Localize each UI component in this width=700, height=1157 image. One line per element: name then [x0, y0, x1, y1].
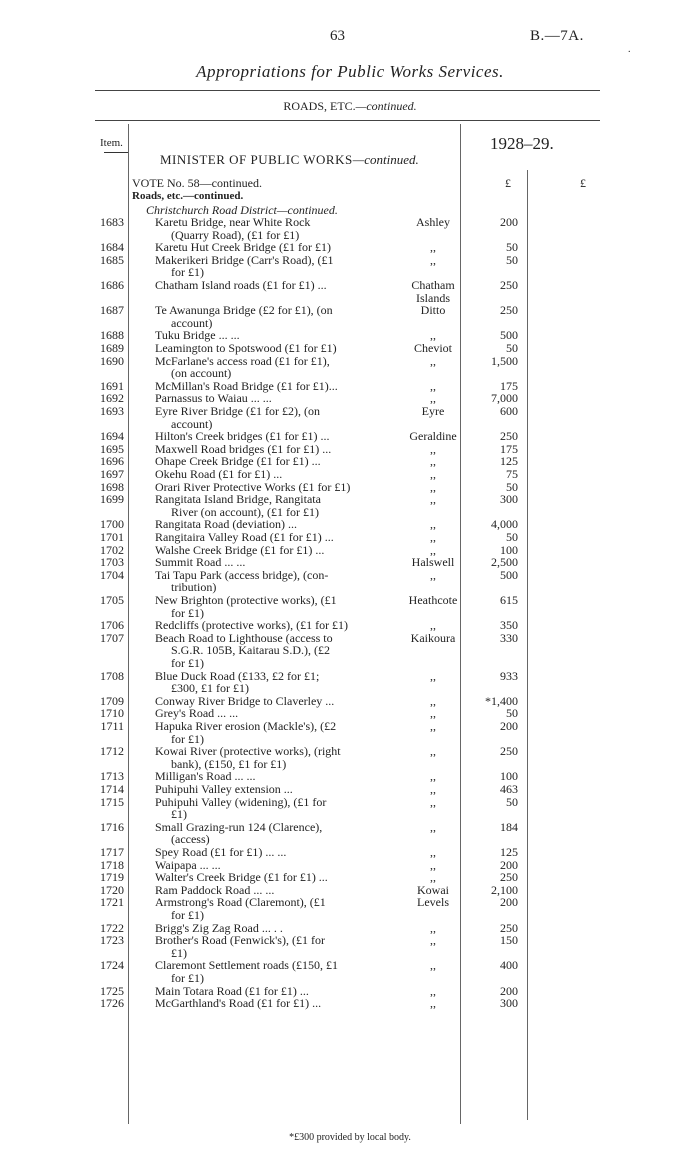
amount: 615 [500, 593, 518, 607]
amount: 600 [500, 404, 518, 418]
district-name: Ditto [420, 303, 446, 318]
description-line: Okehu Road (£1 for £1) ... [155, 467, 283, 481]
amount: 350 [500, 618, 518, 633]
item-number: 1708 [100, 668, 124, 683]
district-name: Heathcote [408, 593, 458, 607]
table-row [90, 215, 540, 242]
table-row [90, 895, 540, 922]
item-number: 1719 [100, 870, 124, 885]
amount: 200 [500, 857, 518, 872]
description-line: (access) [171, 832, 210, 847]
amount: 50 [506, 252, 518, 267]
district-name: Halswell [411, 555, 455, 570]
item-number: 1694 [100, 429, 124, 444]
description-line: River (on account), (£1 for £1) [171, 504, 319, 519]
description-line: McMillan's Road Bridge (£1 for £1)... [155, 378, 338, 393]
amount: 4,000 [491, 517, 518, 532]
district-name: ,, [430, 517, 436, 532]
description-line: Redcliffs (protective works), (£1 for £1) [155, 618, 349, 633]
amount: 300 [500, 996, 518, 1011]
district-name: ,, [430, 618, 436, 633]
district-name: ,, [430, 744, 436, 759]
year-header: 1928–29. [490, 134, 554, 153]
description-line: Kowai River (protective works), (right [155, 744, 341, 759]
table-row [90, 630, 540, 670]
amount: 175 [500, 441, 518, 456]
amount: 50 [506, 341, 518, 355]
table-row [90, 404, 540, 431]
district-name: ,, [430, 845, 436, 859]
amount: 125 [500, 845, 518, 859]
amount: 200 [500, 719, 518, 733]
district-name: ,, [430, 933, 436, 948]
description-line: Beach Road to Lighthouse (access to [155, 630, 333, 645]
amount: 50 [506, 530, 518, 544]
description-line: Tai Tapu Park (access bridge), (con- [155, 567, 329, 582]
description-line: Walshe Creek Bridge (£1 for £1) ... [155, 542, 325, 557]
description-line: Makerikeri Bridge (Carr's Road), (£1 [155, 252, 334, 267]
item-header-rule [104, 152, 128, 153]
table-row [90, 719, 540, 746]
table-row [90, 819, 540, 847]
description-line: Brigg's Zig Zag Road ... . . [155, 920, 283, 935]
district-name: ,, [430, 454, 436, 469]
item-number: 1689 [100, 341, 124, 355]
amount: 200 [500, 215, 518, 229]
item-number: 1716 [100, 819, 124, 834]
amount: 250 [500, 429, 518, 444]
item-number: 1720 [100, 882, 124, 897]
district-name: Chatham Islands [411, 278, 455, 305]
table-row [90, 794, 540, 822]
district-name: ,, [430, 870, 436, 885]
amount: 2,100 [491, 882, 518, 897]
district-name: ,, [430, 920, 436, 935]
amount: 7,000 [491, 391, 518, 406]
district-name: ,, [430, 542, 436, 557]
item-number: 1714 [100, 782, 124, 796]
district-name: ,, [430, 983, 436, 998]
district-name: ,, [430, 668, 436, 683]
district-name: Geraldine [409, 429, 457, 444]
item-number: 1693 [100, 404, 124, 418]
description-line: Karetu Hut Creek Bridge (£1 for £1) [155, 240, 331, 255]
description-line: account) [171, 416, 213, 431]
item-number: 1683 [100, 215, 124, 229]
district-heading: Christchurch Road District—continued. [146, 203, 338, 217]
district-name: Eyre [421, 404, 445, 418]
amount: 463 [500, 782, 518, 796]
district-name: ,, [430, 240, 436, 255]
district-name: ,, [430, 857, 436, 872]
description-line: (Quarry Road), (£1 for £1) [171, 227, 300, 242]
item-number: 1717 [100, 845, 124, 859]
item-number: 1703 [100, 555, 124, 570]
district-name: ,, [430, 794, 436, 809]
roads-subheading: Roads, etc.—continued. [132, 190, 244, 202]
item-number: 1705 [100, 593, 124, 607]
amount: 175 [500, 378, 518, 393]
item-number: 1724 [100, 958, 124, 973]
description-line: for £1) [171, 731, 204, 746]
amount: 200 [500, 895, 518, 910]
description-line: McGarthland's Road (£1 for £1) ... [155, 996, 322, 1011]
amount: 50 [506, 794, 518, 809]
district-name: ,, [430, 353, 436, 368]
item-number: 1692 [100, 391, 124, 406]
amount: 125 [500, 454, 518, 469]
description-line: Rangitaira Valley Road (£1 for £1) ... [155, 530, 334, 544]
amount: 50 [506, 240, 518, 255]
description-line: Leamington to Spotswood (£1 for £1) [155, 341, 337, 355]
district-name: Ashley [416, 215, 450, 229]
description-line: Spey Road (£1 for £1) ... ... [155, 845, 287, 859]
table-row [90, 492, 540, 519]
district-name: ,, [430, 769, 436, 784]
table-row [90, 252, 540, 280]
item-number: 1721 [100, 895, 124, 910]
amount: 250 [500, 920, 518, 935]
item-number: 1709 [100, 693, 124, 708]
amount: 250 [500, 303, 518, 318]
amount: 2,500 [491, 555, 518, 570]
district-name: ,, [430, 252, 436, 267]
district-name: Cheviot [414, 341, 452, 355]
description-line: £1) [171, 945, 187, 960]
item-number: 1712 [100, 744, 124, 759]
description-line: Parnassus to Waiau ... ... [155, 391, 272, 406]
amount: 75 [506, 467, 518, 481]
district-name: ,, [430, 996, 436, 1011]
description-line: account) [171, 315, 213, 330]
item-number: 1699 [100, 492, 124, 507]
currency-symbol: £ [505, 176, 511, 190]
amount: 400 [500, 958, 518, 973]
item-number: 1715 [100, 794, 124, 809]
description-line: Puhipuhi Valley extension ... [155, 782, 293, 796]
description-line: for £1) [171, 970, 204, 985]
document-reference: B.—7A. [530, 28, 584, 44]
description-line: bank), (£150, £1 for £1) [171, 756, 287, 771]
item-number: 1722 [100, 920, 124, 935]
district-name: ,, [430, 719, 436, 733]
district-name: ,, [430, 378, 436, 393]
amount: 200 [500, 983, 518, 998]
table-row [90, 997, 540, 1011]
amount: 500 [500, 567, 518, 582]
description-line: Small Grazing-run 124 (Clarence), [155, 819, 323, 834]
table-row [90, 593, 540, 620]
district-name: ,, [430, 567, 436, 582]
district-name: ,, [430, 958, 436, 973]
currency-symbol: £ [580, 176, 586, 190]
table-row [90, 353, 540, 381]
description-line: (on account) [171, 366, 232, 381]
item-number: 1704 [100, 567, 124, 582]
table-top-rule [95, 120, 600, 121]
description-line: £1) [171, 807, 187, 822]
item-number: 1711 [100, 719, 124, 733]
item-number: 1707 [100, 630, 124, 645]
description-line: Blue Duck Road (£133, £2 for £1; [155, 668, 320, 683]
description-line: Orari River Protective Works (£1 for £1) [155, 479, 351, 494]
description-line: tribution) [171, 580, 217, 595]
description-line: Te Awanunga Bridge (£2 for £1), (on [155, 303, 333, 318]
item-number: 1726 [100, 996, 124, 1011]
district-name: ,, [430, 391, 436, 406]
description-line: Claremont Settlement roads (£150, £1 [155, 958, 338, 973]
district-name: ,, [430, 819, 436, 834]
item-number: 1696 [100, 454, 124, 469]
amount: 184 [500, 819, 518, 834]
district-name: ,, [430, 441, 436, 456]
district-name: ,, [430, 693, 436, 708]
description-line: Rangitata Island Bridge, Rangitata [155, 492, 321, 507]
amount: 1,500 [491, 353, 518, 368]
item-number: 1713 [100, 769, 124, 784]
amount: 330 [500, 630, 518, 645]
item-number: 1688 [100, 328, 124, 343]
item-number: 1684 [100, 240, 124, 255]
amount: 933 [500, 668, 518, 683]
district-name: ,, [430, 467, 436, 481]
item-number: 1691 [100, 378, 124, 393]
amount: 300 [500, 492, 518, 507]
description-line: Main Totara Road (£1 for £1) ... [155, 983, 309, 998]
description-line: Puhipuhi Valley (widening), (£1 for [155, 794, 327, 809]
description-line: Tuku Bridge ... ... [155, 328, 240, 343]
description-line: Ohape Creek Bridge (£1 for £1) ... [155, 454, 321, 469]
item-number: 1701 [100, 530, 124, 544]
table-row [90, 958, 540, 985]
description-line: S.G.R. 105B, Kaitarau S.D.), (£2 [171, 643, 330, 658]
item-number: 1706 [100, 618, 124, 633]
description-line: Karetu Bridge, near White Rock [155, 215, 311, 229]
vote-heading: VOTE No. 58—continued. [132, 176, 262, 190]
item-number: 1723 [100, 933, 124, 948]
item-number: 1690 [100, 353, 124, 368]
item-number: 1685 [100, 252, 124, 267]
description-line: Maxwell Road bridges (£1 for £1) ... [155, 441, 332, 456]
district-name: Levels [417, 895, 449, 910]
item-number: 1698 [100, 479, 124, 494]
amount: 250 [500, 744, 518, 759]
description-line: Brother's Road (Fenwick's), (£1 for [155, 933, 325, 948]
title-rule [95, 90, 600, 91]
district-name: ,, [430, 328, 436, 343]
district-name: Kowai [417, 882, 449, 897]
district-name: ,, [430, 492, 436, 507]
description-line: Rangitata Road (deviation) ... [155, 517, 297, 532]
amount: 500 [500, 328, 518, 343]
description-line: £300, £1 for £1) [171, 681, 249, 696]
footnote: *£300 provided by local body. [289, 1132, 411, 1143]
amount: *1,400 [485, 693, 518, 708]
description-line: Armstrong's Road (Claremont), (£1 [155, 895, 326, 910]
amount: 100 [500, 769, 518, 784]
item-number: 1718 [100, 857, 124, 872]
page-title: Appropriations for Public Works Services. [196, 62, 504, 81]
table-row [90, 567, 540, 595]
description-line: for £1) [171, 605, 204, 620]
description-line: for £1) [171, 265, 204, 280]
page-number: 63 [330, 28, 345, 44]
description-line: Walter's Creek Bridge (£1 for £1) ... [155, 870, 328, 885]
margin-mark: . [628, 44, 631, 55]
item-number: 1725 [100, 983, 124, 998]
table-row [90, 933, 540, 960]
description-line: for £1) [171, 907, 204, 922]
item-number: 1700 [100, 517, 124, 532]
district-name: Kaikoura [410, 630, 456, 645]
item-number: 1710 [100, 706, 124, 721]
item-column-header: Item. [100, 137, 123, 149]
amount: 150 [500, 933, 518, 948]
description-line: Milligan's Road ... ... [155, 769, 256, 784]
amount: 100 [500, 542, 518, 557]
description-line: McFarlane's access road (£1 for £1), [155, 353, 330, 368]
amount: 50 [506, 706, 518, 721]
item-number: 1697 [100, 467, 124, 481]
description-line: Grey's Road ... ... [155, 706, 239, 721]
district-name: ,, [430, 782, 436, 796]
district-name: ,, [430, 706, 436, 721]
table-row [90, 303, 540, 330]
description-line: Chatham Island roads (£1 for £1) ... [155, 278, 327, 292]
amount: 250 [500, 278, 518, 292]
description-line: Conway River Bridge to Claverley ... [155, 693, 335, 708]
description-line: for £1) [171, 655, 204, 670]
item-number: 1702 [100, 542, 124, 557]
description-line: Summit Road ... ... [155, 555, 246, 570]
description-line: Waipapa ... ... [155, 857, 221, 872]
item-number: 1686 [100, 278, 124, 292]
table-row [90, 744, 540, 771]
description-line: Ram Paddock Road ... ... [155, 882, 275, 897]
district-name: ,, [430, 530, 436, 544]
description-line: Hapuka River erosion (Mackle's), (£2 [155, 719, 337, 733]
amount: 50 [506, 479, 518, 494]
description-line: Eyre River Bridge (£1 for £2), (on [155, 404, 320, 418]
item-number: 1687 [100, 303, 124, 318]
item-number: 1695 [100, 441, 124, 456]
table-row [90, 668, 540, 696]
amount: 250 [500, 870, 518, 885]
table-row [90, 278, 540, 305]
district-name: ,, [430, 479, 436, 494]
section-heading: ROADS, ETC.—continued. [283, 99, 417, 113]
description-line: Hilton's Creek bridges (£1 for £1) ... [155, 429, 330, 444]
minister-heading: MINISTER OF PUBLIC WORKS—continued. [160, 152, 419, 167]
description-line: New Brighton (protective works), (£1 [155, 593, 337, 607]
